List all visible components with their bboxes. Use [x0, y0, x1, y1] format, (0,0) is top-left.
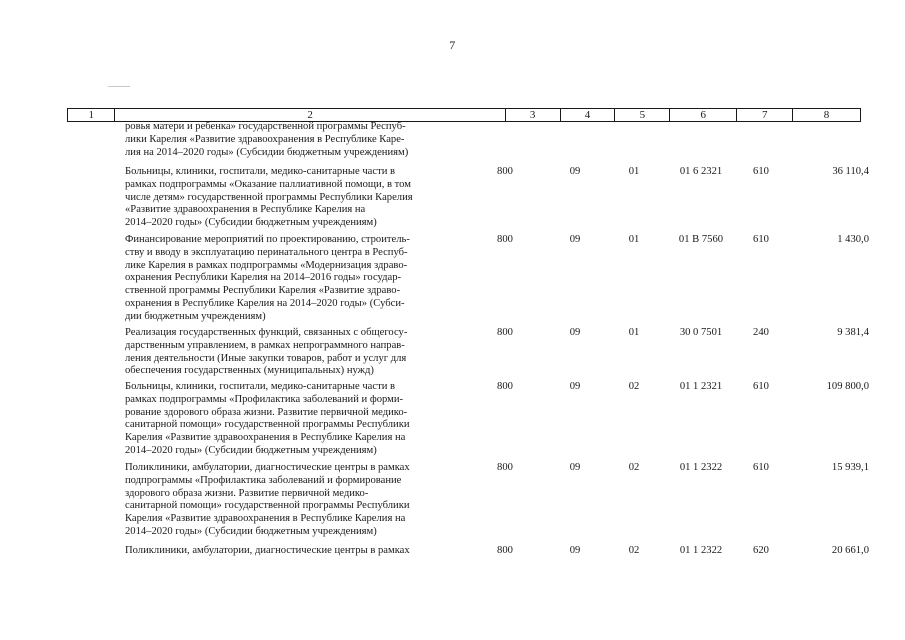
row-description: Реализация государственных функций, связанных с общегосу- дарственным управлением, в рамках непрограммного направ- ления деятельности (Иные закупки товаров, работ и услуг для обеспечения государственных (муниципальных) нужд) — [125, 327, 408, 377]
row-col-5: 02 — [628, 381, 640, 392]
header-col-4: 4 — [561, 109, 616, 121]
table-header — [67, 108, 861, 122]
row-col-7: 610 — [753, 166, 769, 177]
scan-mark — [108, 86, 130, 87]
row-col-6: 01 1 2322 — [679, 545, 723, 556]
row-description: Больницы, клиники, госпитали, медико-санитарные части в рамках подпрограммы «Профилактика заболеваний и форми- рование здорового образа жизни. Развитие первичной медико- санитарной помощи» государственной программы Республики Карелия «Развитие здравоохранения в Республике Карелия на 2014–2020 годы» (Субсидии бюджетным учреждениям) — [125, 381, 410, 456]
row-col-6: 01 В 7560 — [678, 234, 724, 245]
row-col-8: 109 800,0 — [826, 381, 869, 392]
row-col-5: 01 — [628, 327, 640, 338]
row-col-8: 9 381,4 — [837, 327, 869, 338]
row-description: Поликлиники, амбулатории, диагностические центры в рамках подпрограммы «Профилактика заболеваний и формирование здорового образа жизни. Развитие первичной медико- санитарной помощи» государственной программы Республики Карелия «Развитие здравоохранения в Республике Карелия на 2014–2020 годы» (Субсидии бюджетным учреждениям) — [125, 462, 410, 537]
row-col-4: 09 — [569, 234, 581, 245]
row-col-6: 01 1 2321 — [679, 381, 723, 392]
row-col-8: 36 110,4 — [832, 166, 869, 177]
page-number: 7 — [449, 38, 456, 52]
row-col-5: 01 — [628, 166, 640, 177]
row-col-3: 800 — [497, 462, 513, 473]
header-col-2: 2 — [115, 109, 505, 121]
row-col-7: 240 — [753, 327, 769, 338]
row-col-7: 610 — [753, 234, 769, 245]
row-col-3: 800 — [497, 545, 513, 556]
row-col-4: 09 — [569, 462, 581, 473]
row-col-6: 01 6 2321 — [679, 166, 723, 177]
header-col-6: 6 — [670, 109, 737, 121]
row-col-6: 30 0 7501 — [679, 327, 723, 338]
row-col-5: 02 — [628, 545, 640, 556]
row-col-4: 09 — [569, 166, 581, 177]
row-col-3: 800 — [497, 166, 513, 177]
row-col-3: 800 — [497, 234, 513, 245]
row-col-5: 01 — [628, 234, 640, 245]
row-col-8: 15 939,1 — [831, 462, 869, 473]
row-col-7: 610 — [753, 381, 769, 392]
header-col-7: 7 — [737, 109, 793, 121]
row-col-3: 800 — [497, 381, 513, 392]
header-col-1: 1 — [68, 109, 115, 121]
header-col-8: 8 — [823, 109, 830, 121]
row-col-5: 02 — [628, 462, 640, 473]
row-col-4: 09 — [569, 545, 581, 556]
header-col-3: 3 — [506, 109, 561, 121]
row-description: ровья матери и ребенка» государственной программы Респуб- лики Карелия «Развитие здравоохранения в Республике Каре- лия на 2014–2020 годы» (Субсидии бюджетным учреждениям) — [125, 121, 409, 158]
row-col-7: 610 — [753, 462, 769, 473]
row-col-7: 620 — [753, 545, 769, 556]
row-description: Поликлиники, амбулатории, диагностические центры в рамках — [125, 545, 410, 556]
row-col-3: 800 — [497, 327, 513, 338]
row-col-6: 01 1 2322 — [679, 462, 723, 473]
row-description: Больницы, клиники, госпитали, медико-санитарные части в рамках подпрограммы «Оказание паллиативной помощи, в том числе детям» государственной программы Республики Карелия «Развитие здравоохранения в Республике Карелия на 2014–2020 годы» (Субсидии бюджетным учреждениям) — [125, 166, 413, 229]
header-col-5: 5 — [615, 109, 670, 121]
row-col-4: 09 — [569, 381, 581, 392]
row-col-8: 1 430,0 — [837, 234, 869, 245]
row-col-8: 20 661,0 — [831, 545, 869, 556]
row-description: Финансирование мероприятий по проектированию, строитель- ству и вводу в эксплуатацию перинатального центра в Респуб- лике Карелия в рамках подпрограммы «Модернизация здраво- охранения Республики Карелия на 2014–2016 годы» государ- ственной программы Республики Карелия «Развитие здраво- охранения в Республике Карелия на 2014–2020 годы» (Субси- дии бюджетным учреждениям) — [125, 234, 410, 322]
row-col-4: 09 — [569, 327, 581, 338]
